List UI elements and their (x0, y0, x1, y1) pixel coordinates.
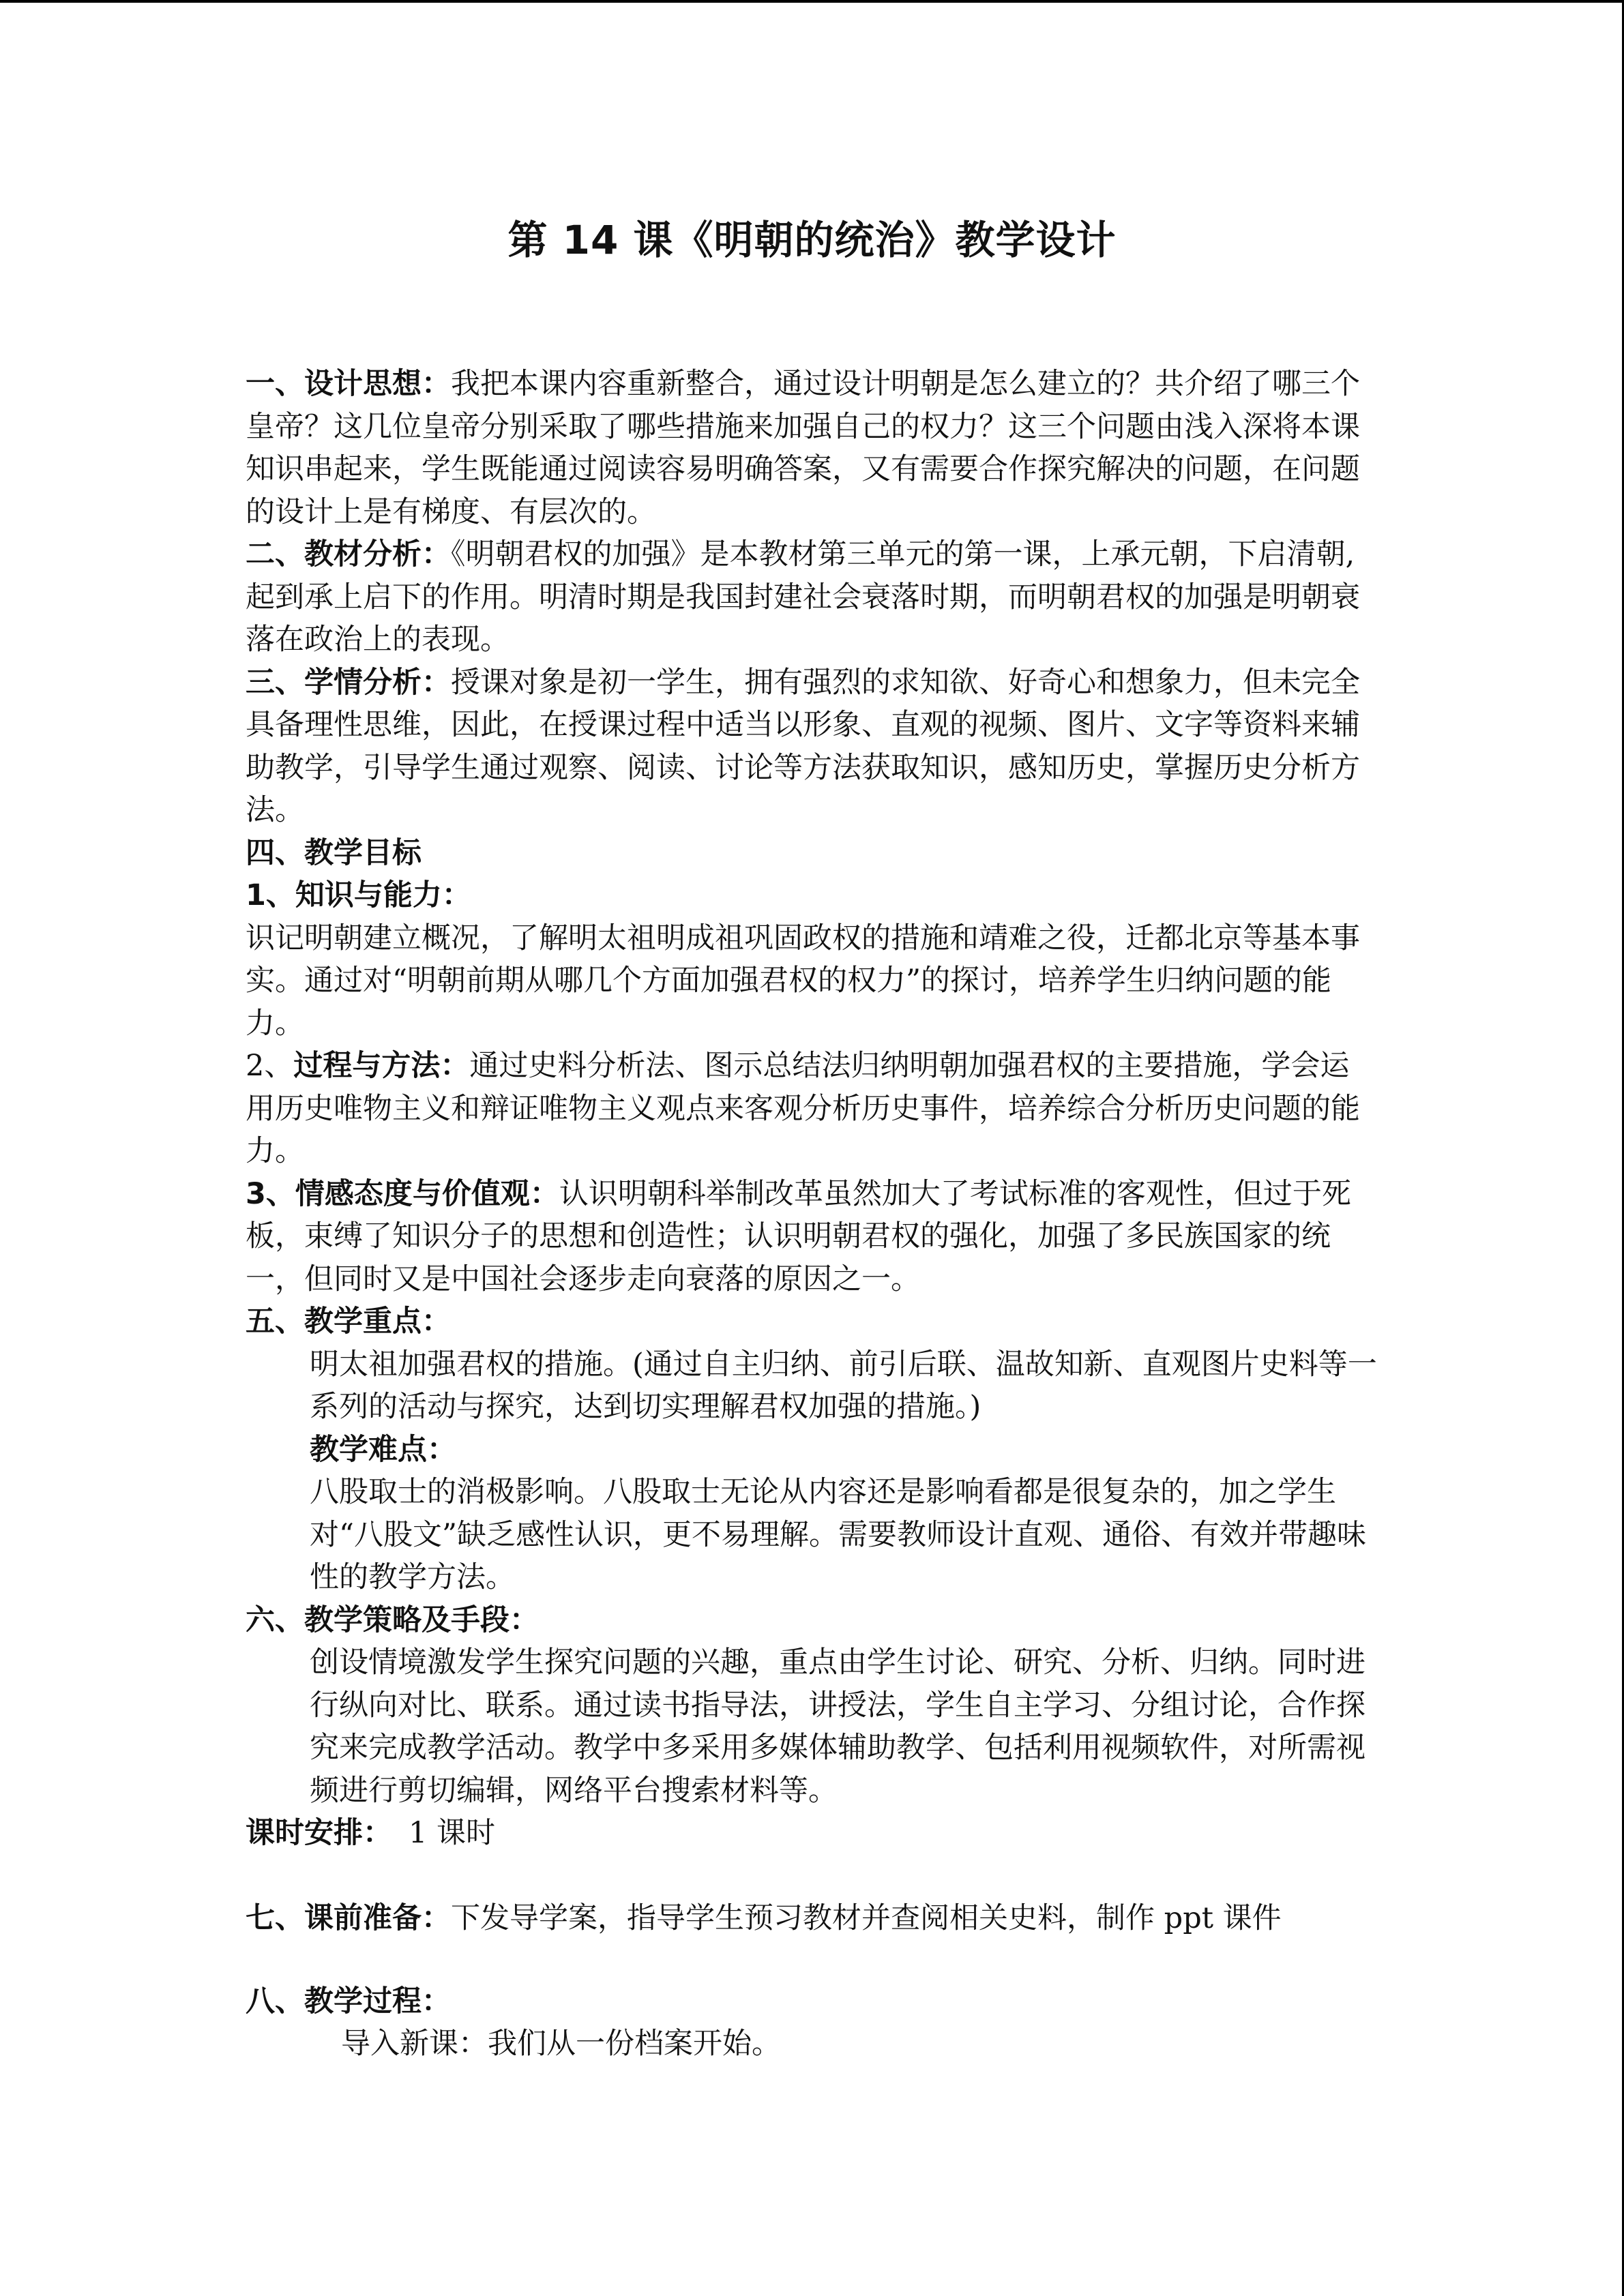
section-key-points-heading: 五、教学重点： (246, 1304, 451, 1339)
section-student-analysis (246, 661, 1378, 832)
section-text: 下发导学案，指导学生预习教材并查阅相关史料，制作 ppt 课件 (451, 1900, 1282, 1935)
key-points-text: 明太祖加强君权的措施。(通过自主归纳、前引后联、温故知新、直观图片史料等一系列的活动与探究，达到切实理解君权加强的措施。) (310, 1347, 1377, 1424)
goal-heading: 3、情感态度与价值观： (246, 1176, 559, 1211)
document-title: 第 14 课《明朝的统治》教学设计 (507, 217, 1117, 263)
section-material-analysis (246, 533, 1378, 661)
section-preparation (246, 1885, 1378, 1952)
section-design-idea (246, 363, 1378, 533)
goal-text: 通过史料分析法、图示总结法归纳明朝加强君权的主要措施，学会运用历史唯物主义和辩证唯物主义观点来客观分析历史事件，培养综合分析历史问题的能力。 (246, 1049, 1360, 1168)
section-process-heading: 八、教学过程： (246, 1984, 451, 2018)
goal-emotion-values (246, 1173, 1378, 1301)
schedule-text: 1 课时 (409, 1816, 496, 1850)
section-heading: 七、课前准备： (246, 1900, 451, 1935)
strategy-text: 创设情境激发学生探究问题的兴趣，重点由学生讨论、研究、分析、归纳。同时进行纵向对比、联系。通过读书指导法，讲授法，学生自主学习、分组讨论，合作探究来完成教学活动。教学中多采用多媒体辅助教学、包括利用视频软件，对所需视频进行剪切编辑，网络平台搜索材料等。 (310, 1645, 1365, 1808)
section-heading: 一、设计思想： (246, 367, 451, 401)
document-body (246, 363, 1378, 2066)
process-intro-text: 导入新课：我们从一份档案开始。 (341, 2027, 781, 2061)
section-text: 《明朝君权的加强》是本教材第三单元的第一课，上承元朝，下启清朝,起到承上启下的作用。明清时期是我国封建社会衰落时期，而明朝君权的加强是明朝衰落在政治上的表现。 (246, 537, 1360, 657)
difficult-points-heading: 教学难点： (310, 1432, 456, 1467)
section-text: 授课对象是初一学生，拥有强烈的求知欲、好奇心和想象力，但未完全具备理性思维，因此，在授课过程中适当以形象、直观的视频、图片、文字等资料来辅助教学，引导学生通过观察、阅读、讨论等方法获取知识，感知历史，掌握历史分析方法。 (246, 665, 1360, 827)
section-strategy-heading: 六、教学策略及手段： (246, 1602, 539, 1637)
goal-text: 认识明朝科举制改革虽然加大了考试标准的客观性，但过于死板，束缚了知识分子的思想和创造性；认识明朝君权的强化，加强了多民族国家的统一，但同时又是中国社会逐步走向衰落的原因之一。 (246, 1176, 1351, 1296)
section-heading: 三、学情分析： (246, 665, 451, 700)
goal-heading: 过程与方法： (293, 1049, 470, 1083)
goal-knowledge-text: 识记明朝建立概况，了解明太祖明成祖巩固政权的措施和靖难之役，迁都北京等基本事实。通过对“明朝前期从哪几个方面加强君权的权力”的探讨，培养学生归纳问题的能力。 (246, 921, 1360, 1041)
goal-number: 2、 (246, 1049, 294, 1083)
section-teaching-goals-heading: 四、教学目标 (246, 835, 422, 870)
page-top-border (0, 0, 1624, 3)
goal-knowledge-heading: 1、知识与能力： (246, 878, 471, 912)
schedule-heading: 课时安排： (246, 1816, 392, 1850)
difficult-points-text: 八股取士的消极影响。八股取士无论从内容还是影响看都是很复杂的，加之学生对“八股文”缺乏感性认识，更不易理解。需要教师设计直观、通俗、有效并带趣味性的教学方法。 (310, 1475, 1366, 1594)
section-text: 我把本课内容重新整合，通过设计明朝是怎么建立的？共介绍了哪三个皇帝？这几位皇帝分别采取了哪些措施来加强自己的权力？这三个问题由浅入深将本课知识串起来，学生既能通过阅读容易明确答案，又有需要合作探究解决的问题，在问题的设计上是有梯度、有层次的。 (246, 367, 1360, 529)
class-schedule (246, 1812, 1378, 1855)
section-heading: 二、教材分析： (246, 537, 451, 571)
goal-process-method (246, 1045, 1378, 1173)
